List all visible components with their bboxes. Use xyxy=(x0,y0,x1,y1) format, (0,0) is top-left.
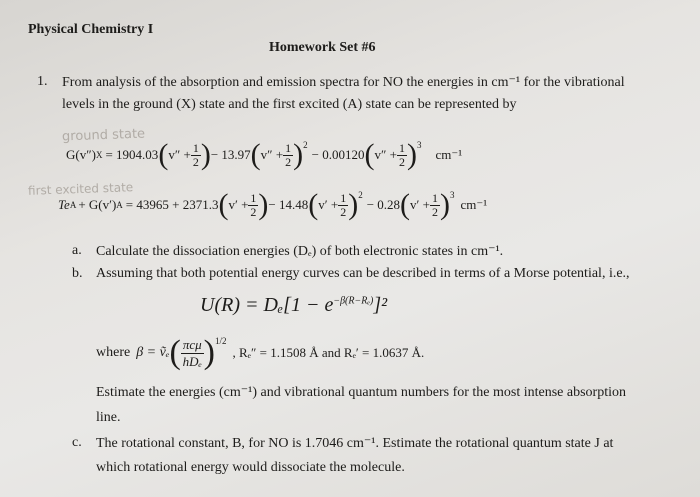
eq-ground-unit: cm⁻¹ xyxy=(435,147,463,162)
handwritten-note-ground: ground state xyxy=(61,126,146,145)
part-c-line-1: The rotational constant, B, for NO is 1.7046 cm⁻¹. Estimate the rotational quantum state J at xyxy=(96,436,614,451)
part-b-label: b. xyxy=(72,266,83,281)
half-fraction: $\frac{1}{2}$ xyxy=(192,140,199,169)
eq-excited-lhs: Te xyxy=(58,197,70,212)
eq-ground-v1: v″ + xyxy=(168,147,191,162)
part-c-line-2: which rotational energy would dissociate the molecule. xyxy=(96,460,405,475)
eq-excited-c2: − 14.48 xyxy=(268,197,309,212)
eq-ground-lhs: G(v″) xyxy=(66,147,96,162)
eq-excited-unit: cm⁻¹ xyxy=(460,197,488,212)
estimate-line-2: line. xyxy=(96,410,121,425)
eq-ground-c3: − 0.00120 xyxy=(311,147,365,162)
part-c-label: c. xyxy=(72,435,82,450)
problem-number: 1. xyxy=(37,74,48,89)
eq-ground-c1: = 1904.03 xyxy=(105,147,159,162)
estimate-line-1: Estimate the energies (cm⁻¹) and vibrational quantum numbers for the most intense absorption xyxy=(96,385,626,400)
beta-definition: where β = ṽₑ ( $\frac{\text{πcμ}}{\text{hDₑ}}$ ) $^{1/2}$ , Rₑ″ = 1.1508 Å and Rₑ′ = 1.0637 Å. xyxy=(96,334,425,371)
homework-title: Homework Set #6 xyxy=(269,40,376,55)
eq-excited-c1: = 43965 + 2371.3 xyxy=(125,197,219,212)
intro-line-2: levels in the ground (X) state and the first excited (A) state can be represented by xyxy=(62,97,517,112)
intro-line-1: From analysis of the absorption and emission spectra for NO the energies in cm⁻¹ for the vibrational xyxy=(62,75,625,90)
part-a-label: a. xyxy=(72,243,82,258)
eq-excited-c3: − 0.28 xyxy=(366,197,401,212)
equation-excited: Te A + G(v′) A = 43965 + 2371.3 ( v′ + $\frac{1}{2}$ ) − 14.48 ( v′ + $\frac{1}{2}$ ) $^2$ − 0.28 ( v′ + $\frac{1}{2}$ ) $^3$ cm⁻¹ xyxy=(58,188,488,221)
where-label: where xyxy=(96,345,131,360)
morse-equation: $U(R) = D_e[1 - e^{-\beta(R-R_e)}]^2$ xyxy=(200,294,388,316)
beta-lhs: β = ṽₑ xyxy=(136,345,170,360)
eq-ground-c2: − 13.97 xyxy=(210,147,251,162)
handwritten-note-excited: first excited state xyxy=(27,180,134,198)
course-title: Physical Chemistry I xyxy=(28,22,154,37)
eq-ground-lhs-sub: X xyxy=(95,150,103,160)
part-a-text: Calculate the dissociation energies (Dₑ) of both electronic states in cm⁻¹. xyxy=(96,244,504,259)
equation-ground: G(v″) X = 1904.03 ( v″ + $\frac{1}{2}$ ) − 13.97 ( v″ + $\frac{1}{2}$ ) $^2$ − 0.00120 ( v″ + $\frac{1}{2}$ ) $^3$ cm⁻¹ xyxy=(66,138,463,171)
beta-fraction: $\frac{\text{πcμ}}{\text{hDₑ}}$ xyxy=(182,336,202,369)
part-b-text: Assuming that both potential energy curves can be described in terms of a Morse potential, i.e., xyxy=(96,266,630,281)
re-values: , Rₑ″ = 1.1508 Å and Rₑ′ = 1.0637 Å. xyxy=(232,345,425,360)
